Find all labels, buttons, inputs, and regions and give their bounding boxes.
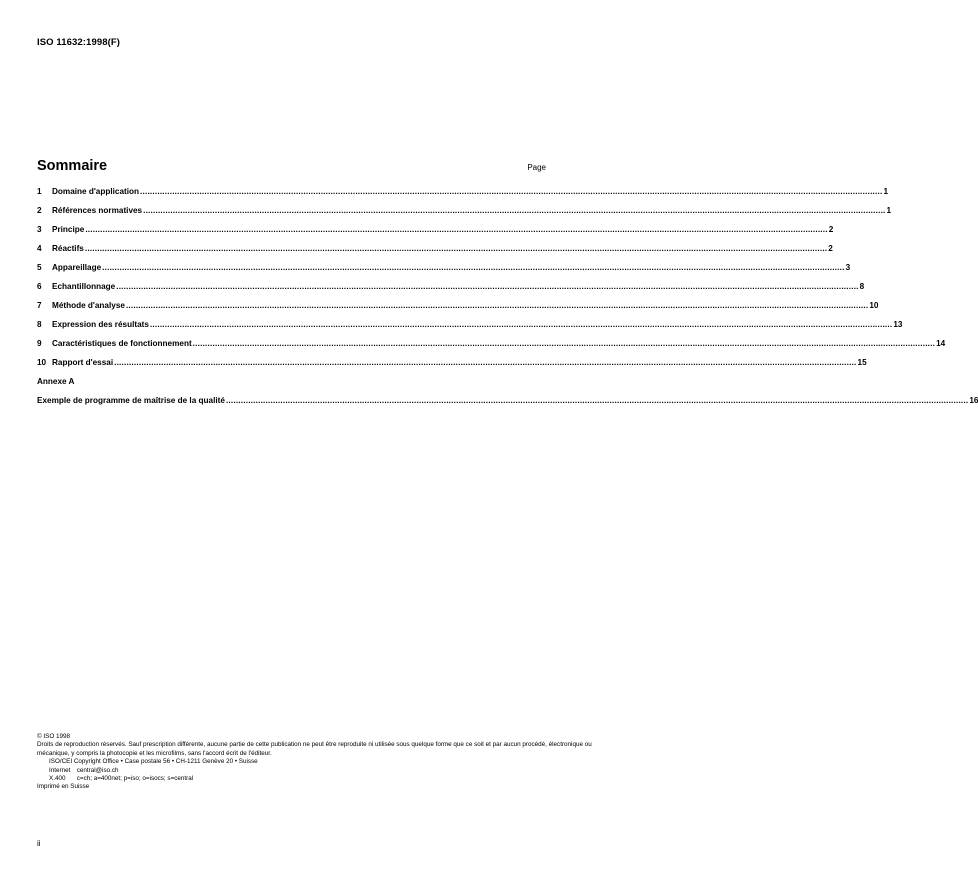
toc-entry-title: Références normatives	[52, 206, 143, 215]
toc-entry-page: 1	[886, 206, 892, 215]
toc-entry-title: Réactifs	[52, 244, 84, 253]
toc-entry-number: 6	[37, 282, 42, 291]
x400-address: c=ch; a=400net; p=iso; o=isocs; s=central	[76, 775, 194, 783]
toc-entry[interactable]	[37, 320, 903, 339]
toc-entry-number: 8	[37, 320, 42, 329]
toc-entry-page: 1	[883, 187, 889, 196]
toc-entry-page: 16	[969, 396, 978, 405]
toc-leader: ............................................................................................................................................................................................................................................................................................................	[85, 225, 828, 234]
toc-leader: ............................................................................................................................................................................................................................................................................................................	[84, 244, 828, 253]
toc-leader: ............................................................................................................................................................................................................................................................................................................	[116, 282, 859, 291]
toc-entry-title: Expression des résultats	[52, 320, 149, 329]
copyright-line: © ISO 1998	[37, 733, 70, 740]
document-reference: ISO 11632:1998(F)	[37, 37, 121, 48]
toc-entry[interactable]	[37, 301, 879, 320]
toc-leader: ............................................................................................................................................................................................................................................................................................................	[102, 263, 845, 272]
toc-entry-page: 15	[857, 358, 867, 367]
internet-label: Internet	[49, 766, 71, 774]
toc-entry-title: Caractéristiques de fonctionnement	[52, 339, 192, 348]
toc-header	[37, 158, 546, 174]
toc-entry[interactable]	[37, 263, 851, 282]
toc-leader: ............................................................................................................................................................................................................................................................................................................	[143, 206, 886, 215]
toc-entry-number: 2	[37, 206, 42, 215]
toc-entry-page: 3	[845, 263, 851, 272]
toc-entry-number: 9	[37, 339, 42, 348]
toc-entry[interactable]	[37, 244, 833, 263]
page-number: ii	[37, 839, 41, 848]
toc-entry-page: 10	[869, 301, 879, 310]
toc-leader: ............................................................................................................................................................................................................................................................................................................	[140, 187, 883, 196]
toc-leader: ............................................................................................................................................................................................................................................................................................................	[125, 301, 869, 310]
toc-entry[interactable]	[37, 187, 889, 206]
toc-leader: ............................................................................................................................................................................................................................................................................................................	[114, 358, 857, 367]
toc-entry-page: 2	[828, 244, 833, 253]
toc-leader: ............................................................................................................................................................................................................................................................................................................	[192, 339, 936, 348]
x400-label: X.400	[49, 775, 66, 783]
toc-leader: ............................................................................................................................................................................................................................................................................................................	[225, 396, 969, 405]
toc-entry[interactable]	[37, 358, 867, 377]
toc-entry-page: 14	[936, 339, 946, 348]
table-of-contents	[37, 187, 978, 415]
toc-entry[interactable]	[37, 206, 892, 225]
toc-entry-title: Exemple de programme de maîtrise de la qualité	[37, 396, 225, 405]
rights-notice: Droits de reproduction réservés. Sauf prescription différente, aucune partie de cette publication ne peut être reproduite ni utilisée sous quelque forme que ce soit et par aucun procédé, électronique ou mécanique, y compris la photocopie et les microfilms, sans l'accord écrit de l'éditeur.	[37, 741, 592, 757]
toc-entry-title: Rapport d'essai	[52, 358, 114, 367]
copyright-office: ISO/CEI Copyright Office • Case postale 56 • CH-1211 Genève 20 • Suisse	[49, 758, 258, 766]
copyright-footer	[37, 733, 597, 792]
x400-line	[37, 775, 597, 783]
toc-leader: ............................................................................................................................................................................................................................................................................................................	[149, 320, 893, 329]
toc-entry-number: 4	[37, 244, 42, 253]
toc-entry-title: Domaine d'application	[52, 187, 140, 196]
toc-entry-title: Méthode d'analyse	[52, 301, 125, 310]
toc-entry-page: 8	[859, 282, 865, 291]
toc-entry-page: 2	[828, 225, 834, 234]
toc-title: Sommaire	[37, 158, 108, 174]
toc-page-label: Page	[527, 163, 546, 172]
toc-entry-title: Principe	[52, 225, 85, 234]
toc-entry-number: 5	[37, 263, 42, 272]
toc-entry[interactable]	[37, 339, 946, 358]
annex-heading: Annexe A	[37, 377, 75, 386]
toc-entry-title: Appareillage	[52, 263, 102, 272]
internet-line	[37, 767, 597, 775]
toc-entry-page: 13	[893, 320, 903, 329]
toc-entry-title: Echantillonnage	[52, 282, 116, 291]
toc-entry-number: 10	[37, 358, 47, 367]
toc-entry-number: 7	[37, 301, 42, 310]
printed-in: Imprimé en Suisse	[37, 783, 90, 791]
annex-heading-row	[37, 377, 546, 396]
toc-entry-annex[interactable]	[37, 396, 978, 415]
toc-entry-number: 3	[37, 225, 42, 234]
toc-entry[interactable]	[37, 225, 834, 244]
toc-entry-number: 1	[37, 187, 42, 196]
internet-address: central@iso.ch	[76, 766, 119, 774]
toc-entry[interactable]	[37, 282, 865, 301]
